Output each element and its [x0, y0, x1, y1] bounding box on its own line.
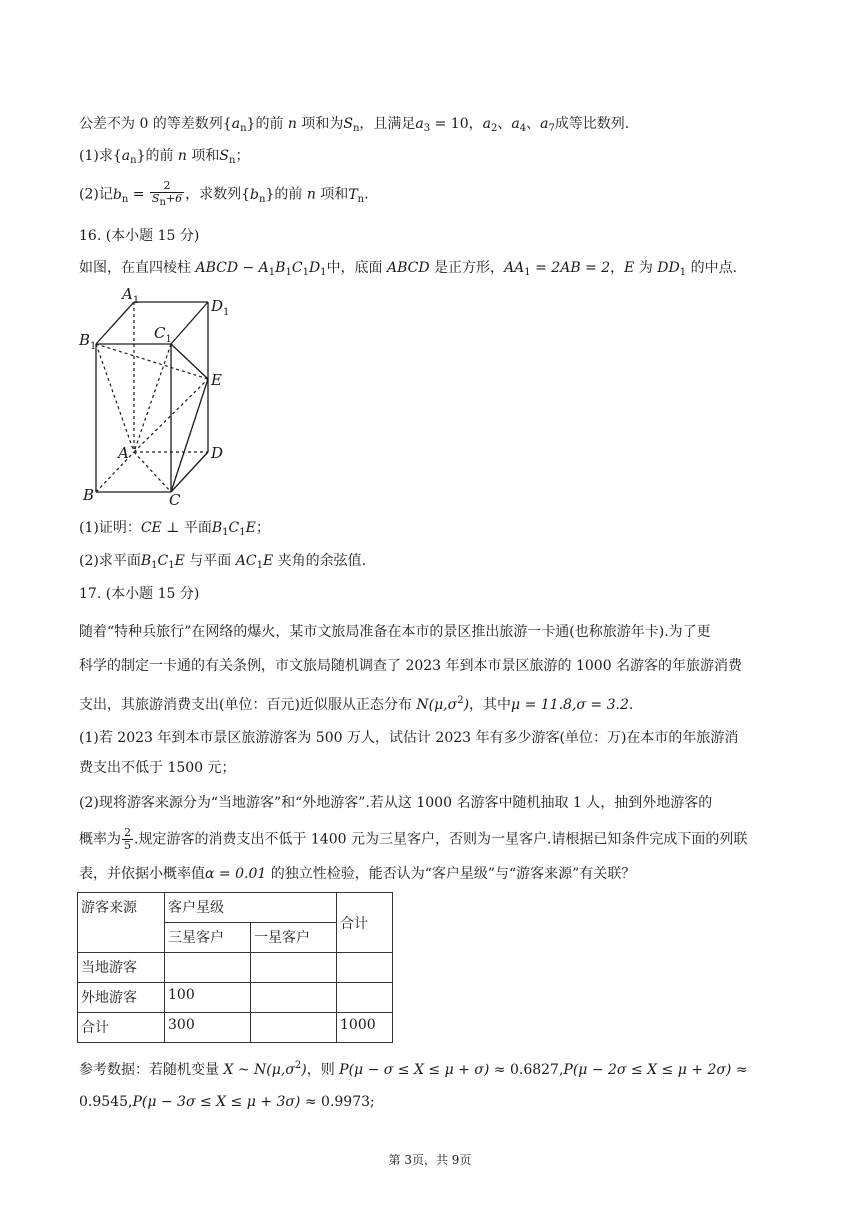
cell-one	[251, 953, 337, 983]
q15-stem: 公差不为 0 的等差数列$\{a_n\}$的前 n 项和为$S_n$，且满足$a_3 = 10$，$a_2$、$a_4$、$a_7$成等比数列.	[79, 116, 630, 134]
cell-three: 300	[165, 1013, 251, 1043]
table-row	[78, 983, 393, 1013]
q15-part2: (2)记$b_n$ = $\frac{2}{Sn+6}$ ，求数列$\{b_n\}$的前 n 项和$T_n$.	[79, 179, 369, 208]
q17-line8: 表，并依据小概率值α = 0.01 的独立性检验，能否认为“客户星级”与“游客来源”有关联？	[79, 866, 636, 882]
row-label: 当地游客	[78, 953, 165, 983]
q16-header: 16. (本小题 15 分)	[79, 228, 200, 244]
row-label: 外地游客	[78, 983, 165, 1013]
q17-line1: 随着“特种兵旅行”在网络的爆火，某市文旅局准备在本市的景区推出旅游一卡通(也称旅游年卡).为了更	[79, 624, 711, 640]
label-A: A	[118, 444, 129, 462]
label-A1: $A_1$	[122, 285, 140, 306]
fraction-bn: $\frac{2}{Sn+6}$	[151, 179, 183, 208]
q15-part1: (1)求$\{a_n\}$的前 n 项和$S_n$；	[79, 148, 250, 166]
q17-reference-1: 参考数据：若随机变量 X ~ $N(\mu,\sigma^2)$，则 P(μ − σ ≤ X ≤ μ + σ) ≈ 0.6827,P(μ − 2σ ≤ X ≤ μ + 2σ) ≈	[79, 1060, 748, 1078]
label-C: C	[169, 491, 181, 509]
q17-reference-2: 0.9545,P(μ − 3σ ≤ X ≤ μ + 3σ) ≈ 0.9973;	[79, 1094, 375, 1110]
label-E: E	[211, 371, 222, 389]
label-C1: $C_1$	[154, 324, 172, 345]
cell-three: 100	[165, 983, 251, 1013]
q17-line5: 费支出不低于 1500 元；	[79, 760, 236, 776]
page-footer: 第 3页，共 9页	[388, 1153, 472, 1167]
q16-part1: (1)证明：CE ⊥ 平面$B_1C_1E$；	[79, 520, 270, 538]
header-one-star: 一星客户	[251, 923, 337, 953]
header-source: 游客来源	[78, 893, 165, 953]
header-total: 合计	[337, 893, 393, 953]
header-level: 客户星级	[165, 893, 337, 923]
q17-line7: 概率为 $\frac{2}{5}$ .规定游客的消费支出不低于 1400 元为三星客户，否则为一星客户.请根据已知条件完成下面的列联	[79, 826, 748, 852]
table-row	[78, 953, 393, 983]
cell-total: 1000	[337, 1013, 393, 1043]
cell-one	[251, 983, 337, 1013]
q17-header: 17. (本小题 15 分)	[79, 586, 200, 602]
label-B1: $B_1$	[79, 331, 97, 352]
cell-one	[251, 1013, 337, 1043]
fraction-two-fifths: $\frac{2}{5}$	[124, 826, 131, 852]
prism-figure	[74, 282, 244, 512]
label-D: D	[211, 444, 224, 462]
q17-line3: 支出，其旅游消费支出(单位：百元)近似服从正态分布 $N(\mu,\sigma^2)$，其中μ = 11.8,σ = 3.2.	[79, 695, 634, 713]
q17-line2: 科学的制定一卡通的有关条例，市文旅局随机调查了 2023 年到本市景区旅游的 1000 名游客的年旅游消费	[79, 658, 743, 674]
q17-line4: (1)若 2023 年到本市景区旅游游客为 500 万人，试估计 2023 年有多少游客(单位：万)在本市的年旅游消	[79, 730, 739, 746]
table-row	[78, 1013, 393, 1043]
header-three-star: 三星客户	[165, 923, 251, 953]
cell-total	[337, 953, 393, 983]
row-label: 合计	[78, 1013, 165, 1043]
q16-stem: 如图，在直四棱柱 ABCD − $A_1B_1C_1D_1$中，底面 ABCD 是正方形，$AA_1 = 2AB = 2$，E 为 $DD_1$ 的中点.	[79, 260, 738, 278]
cell-total	[337, 983, 393, 1013]
cell-three	[165, 953, 251, 983]
q17-line6: (2)现将游客来源分为“当地游客”和“外地游客”.若从这 1000 名游客中随机抽取 1 人，抽到外地游客的	[79, 795, 713, 811]
contingency-table	[77, 892, 393, 1043]
label-B: B	[83, 486, 95, 504]
q16-part2: (2)求平面$B_1C_1E$ 与平面 $AC_1E$ 夹角的余弦值.	[79, 553, 367, 571]
label-D1: $D_1$	[211, 297, 230, 318]
